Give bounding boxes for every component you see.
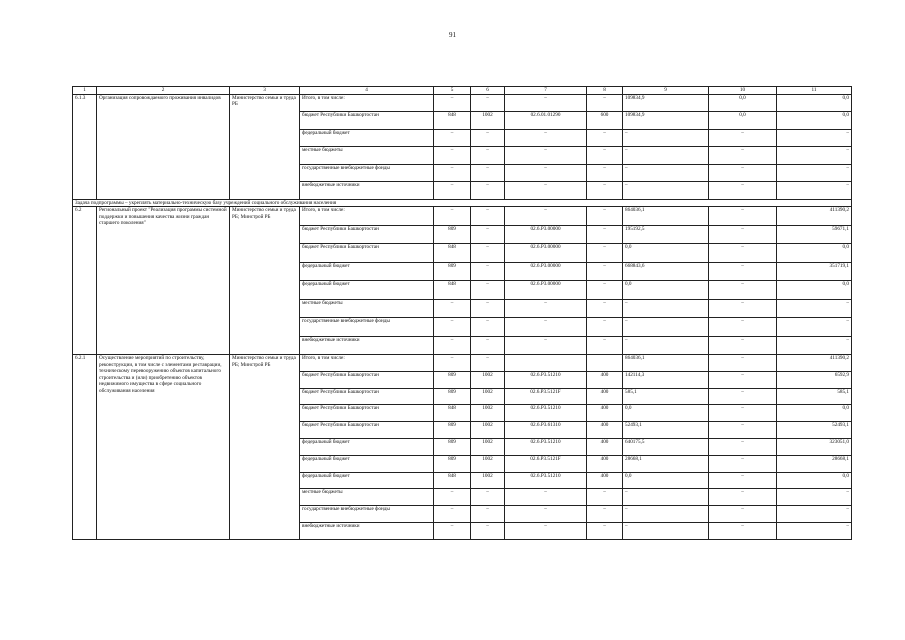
cell-c10: – bbox=[709, 371, 777, 388]
cell-c6: – bbox=[471, 318, 505, 337]
column-number: 8 bbox=[587, 87, 623, 95]
cell-c7: – bbox=[505, 318, 587, 337]
cell-c11: 59671,1 bbox=[777, 225, 852, 244]
cell-c8: – bbox=[587, 299, 623, 318]
cell-c7: – bbox=[505, 299, 587, 318]
funding-source: бюджет Республики Башкортостан bbox=[300, 225, 434, 244]
funding-source: бюджет Республики Башкортостан bbox=[300, 405, 434, 422]
column-number: 7 bbox=[505, 87, 587, 95]
cell-c5: – bbox=[434, 207, 471, 226]
funding-source: государственные внебюджетные фонды bbox=[300, 164, 434, 182]
cell-c10: – bbox=[709, 182, 777, 200]
cell-c9: 0,0 bbox=[623, 281, 709, 300]
funding-source: местные бюджеты bbox=[300, 299, 434, 318]
cell-c8: – bbox=[587, 94, 623, 112]
cell-c9: – bbox=[623, 299, 709, 318]
cell-c8: 400 bbox=[587, 455, 623, 472]
cell-c8: – bbox=[587, 522, 623, 539]
cell-c9: 0,0 bbox=[623, 472, 709, 489]
cell-c9: 864036,1 bbox=[623, 207, 709, 226]
cell-c11: 28668,1 bbox=[777, 455, 852, 472]
funding-source: бюджет Республики Башкортостан bbox=[300, 244, 434, 263]
cell-c7 bbox=[505, 355, 587, 372]
funding-source: федеральный бюджет bbox=[300, 281, 434, 300]
cell-c7: – bbox=[505, 147, 587, 165]
cell-c5: 848 bbox=[434, 472, 471, 489]
cell-c8: 400 bbox=[587, 371, 623, 388]
cell-c6: – bbox=[471, 164, 505, 182]
cell-c10: – bbox=[709, 164, 777, 182]
cell-c5: – bbox=[434, 355, 471, 372]
cell-c6: – bbox=[471, 129, 505, 147]
cell-c7: – bbox=[505, 129, 587, 147]
cell-c10: – bbox=[709, 472, 777, 489]
cell-c10: – bbox=[709, 388, 777, 405]
cell-c10: – bbox=[709, 336, 777, 355]
funding-source: Итого, в том числе: bbox=[300, 94, 434, 112]
cell-c7: 02.6.P3.00000 bbox=[505, 225, 587, 244]
cell-c10: – bbox=[709, 438, 777, 455]
cell-c9: – bbox=[623, 522, 709, 539]
cell-c6: – bbox=[471, 225, 505, 244]
cell-c9: 28668,1 bbox=[623, 455, 709, 472]
cell-c11: – bbox=[777, 336, 852, 355]
cell-c10: – bbox=[709, 129, 777, 147]
cell-c6: 1002 bbox=[471, 438, 505, 455]
cell-c8: 400 bbox=[587, 405, 623, 422]
cell-c5: – bbox=[434, 336, 471, 355]
cell-c11: 351719,1 bbox=[777, 262, 852, 281]
cell-c7: 02.6.P3.61310 bbox=[505, 422, 587, 439]
cell-c11: 411390,2 bbox=[777, 207, 852, 226]
cell-c7: – bbox=[505, 94, 587, 112]
cell-c8: 400 bbox=[587, 422, 623, 439]
cell-c6: – bbox=[471, 489, 505, 506]
cell-c7: 02.6.P3.51210 bbox=[505, 371, 587, 388]
cell-c5: – bbox=[434, 147, 471, 165]
cell-c7: – bbox=[505, 506, 587, 523]
cell-c7: 02.6.P3.5121F bbox=[505, 455, 587, 472]
cell-c10: – bbox=[709, 244, 777, 263]
cell-c10: – bbox=[709, 489, 777, 506]
item-title: Осуществление мероприятий по строительству, реконструкции, в том числе с элементами реставрации, техническому перевооружению объектов капитального строительства и (или) приобретению объектов недвижимого имущества в сфере социального обслуживания населения bbox=[97, 355, 230, 540]
cell-c10: – bbox=[709, 225, 777, 244]
cell-c7: 02.6.P3.51210 bbox=[505, 472, 587, 489]
cell-c5: – bbox=[434, 489, 471, 506]
cell-c11: 0,0 bbox=[777, 405, 852, 422]
item-number: 6.1.3 bbox=[73, 94, 97, 199]
cell-c6: 1002 bbox=[471, 371, 505, 388]
cell-c10: 0,0 bbox=[709, 112, 777, 130]
cell-c5: 848 bbox=[434, 405, 471, 422]
funding-source: федеральный бюджет bbox=[300, 438, 434, 455]
cell-c6: – bbox=[471, 147, 505, 165]
cell-c10: – bbox=[709, 262, 777, 281]
cell-c8: – bbox=[587, 225, 623, 244]
column-number: 3 bbox=[230, 87, 300, 95]
cell-c6: – bbox=[471, 355, 505, 372]
cell-c5: – bbox=[434, 164, 471, 182]
cell-c5: – bbox=[434, 94, 471, 112]
column-number: 9 bbox=[623, 87, 709, 95]
cell-c6: – bbox=[471, 522, 505, 539]
cell-c6: 1002 bbox=[471, 422, 505, 439]
cell-c11: – bbox=[777, 182, 852, 200]
cell-c6: – bbox=[471, 207, 505, 226]
cell-c9: – bbox=[623, 164, 709, 182]
funding-source: внебюджетные источники bbox=[300, 522, 434, 539]
cell-c9: – bbox=[623, 129, 709, 147]
cell-c11: 585,1 bbox=[777, 388, 852, 405]
cell-c8: – bbox=[587, 129, 623, 147]
cell-c7: 02.6.01.01290 bbox=[505, 112, 587, 130]
cell-c9: 142114,3 bbox=[623, 371, 709, 388]
cell-c11: 0,0 bbox=[777, 244, 852, 263]
cell-c5: 809 bbox=[434, 422, 471, 439]
column-number: 6 bbox=[471, 87, 505, 95]
cell-c9: 585,1 bbox=[623, 388, 709, 405]
cell-c7: – bbox=[505, 489, 587, 506]
cell-c6: 1002 bbox=[471, 388, 505, 405]
table-row bbox=[73, 355, 852, 372]
cell-c10: – bbox=[709, 455, 777, 472]
cell-c5: 809 bbox=[434, 455, 471, 472]
page-number: 91 bbox=[449, 31, 456, 39]
cell-c9: – bbox=[623, 318, 709, 337]
funding-source: внебюджетные источники bbox=[300, 336, 434, 355]
cell-c11: 0,0 bbox=[777, 281, 852, 300]
cell-c5: – bbox=[434, 129, 471, 147]
funding-source: федеральный бюджет bbox=[300, 129, 434, 147]
cell-c11: 6592,9 bbox=[777, 371, 852, 388]
cell-c10: – bbox=[709, 318, 777, 337]
funding-source: федеральный бюджет bbox=[300, 262, 434, 281]
cell-c6: 1002 bbox=[471, 455, 505, 472]
cell-c5: – bbox=[434, 506, 471, 523]
funding-source: местные бюджеты bbox=[300, 489, 434, 506]
cell-c5: 848 bbox=[434, 281, 471, 300]
funding-source: государственные внебюджетные фонды bbox=[300, 506, 434, 523]
table-row bbox=[73, 207, 852, 226]
funding-source: бюджет Республики Башкортостан bbox=[300, 371, 434, 388]
cell-c8: 600 bbox=[587, 112, 623, 130]
cell-c9: – bbox=[623, 336, 709, 355]
cell-c9: 52493,1 bbox=[623, 422, 709, 439]
cell-c6: – bbox=[471, 506, 505, 523]
cell-c9: – bbox=[623, 182, 709, 200]
cell-c6: – bbox=[471, 281, 505, 300]
cell-c11: 0,0 bbox=[777, 112, 852, 130]
cell-c5: – bbox=[434, 182, 471, 200]
cell-c9: 668843,6 bbox=[623, 262, 709, 281]
column-number: 1 bbox=[73, 87, 97, 95]
cell-c5: – bbox=[434, 522, 471, 539]
cell-c10: 0,0 bbox=[709, 94, 777, 112]
funding-source: Итого, в том числе: bbox=[300, 207, 434, 226]
cell-c9: 195192,5 bbox=[623, 225, 709, 244]
cell-c5: 809 bbox=[434, 438, 471, 455]
cell-c10: – bbox=[709, 422, 777, 439]
cell-c7: 02.6.P3.5121F bbox=[505, 388, 587, 405]
cell-c7: – bbox=[505, 182, 587, 200]
responsible-executor: Министерство семьи и труда РБ bbox=[230, 94, 300, 199]
cell-c7: – bbox=[505, 164, 587, 182]
cell-c10: – bbox=[709, 207, 777, 226]
item-title: Организация сопровождаемого проживания инвалидов bbox=[97, 94, 230, 199]
cell-c7: 02.6.P3.00000 bbox=[505, 244, 587, 263]
cell-c11: – bbox=[777, 299, 852, 318]
cell-c11: – bbox=[777, 318, 852, 337]
cell-c6: – bbox=[471, 244, 505, 263]
cell-c8 bbox=[587, 355, 623, 372]
cell-c10: – bbox=[709, 506, 777, 523]
cell-c11: – bbox=[777, 147, 852, 165]
cell-c9: – bbox=[623, 147, 709, 165]
funding-source: Итого, в том числе: bbox=[300, 355, 434, 372]
cell-c8: – bbox=[587, 244, 623, 263]
cell-c11: 52493,1 bbox=[777, 422, 852, 439]
cell-c11: – bbox=[777, 164, 852, 182]
cell-c6: 1002 bbox=[471, 472, 505, 489]
cell-c6: – bbox=[471, 262, 505, 281]
item-number: 6.2 bbox=[73, 207, 97, 355]
cell-c10: – bbox=[709, 147, 777, 165]
cell-c10: – bbox=[709, 522, 777, 539]
responsible-executor: Министерство семьи и труда РБ; Минстрой РБ bbox=[230, 207, 300, 355]
cell-c10: – bbox=[709, 405, 777, 422]
item-number: 6.2.1 bbox=[73, 355, 97, 540]
cell-c8: – bbox=[587, 336, 623, 355]
funding-source: местные бюджеты bbox=[300, 147, 434, 165]
cell-c9: – bbox=[623, 506, 709, 523]
cell-c8: – bbox=[587, 318, 623, 337]
cell-c8: – bbox=[587, 147, 623, 165]
cell-c9: 0,0 bbox=[623, 244, 709, 263]
funding-source: федеральный бюджет bbox=[300, 472, 434, 489]
cell-c11: – bbox=[777, 506, 852, 523]
cell-c6: 1002 bbox=[471, 112, 505, 130]
cell-c9: – bbox=[623, 489, 709, 506]
cell-c8: – bbox=[587, 506, 623, 523]
cell-c5: 809 bbox=[434, 225, 471, 244]
cell-c7: – bbox=[505, 522, 587, 539]
cell-c11: 411390,2 bbox=[777, 355, 852, 372]
cell-c6: – bbox=[471, 336, 505, 355]
cell-c8: – bbox=[587, 182, 623, 200]
column-number-row bbox=[73, 87, 852, 95]
funding-source: внебюджетные источники bbox=[300, 182, 434, 200]
cell-c8: – bbox=[587, 207, 623, 226]
cell-c5: 848 bbox=[434, 244, 471, 263]
cell-c11: 323051,0 bbox=[777, 438, 852, 455]
cell-c11: – bbox=[777, 489, 852, 506]
cell-c5: 809 bbox=[434, 371, 471, 388]
cell-c7: 02.6.P3.00000 bbox=[505, 262, 587, 281]
cell-c5: 809 bbox=[434, 388, 471, 405]
cell-c6: 1002 bbox=[471, 405, 505, 422]
cell-c8: 400 bbox=[587, 472, 623, 489]
cell-c9: 109834,9 bbox=[623, 94, 709, 112]
funding-source: бюджет Республики Башкортостан bbox=[300, 112, 434, 130]
cell-c9: 0,0 bbox=[623, 405, 709, 422]
budget-table bbox=[72, 86, 852, 540]
cell-c11: – bbox=[777, 129, 852, 147]
cell-c11: – bbox=[777, 522, 852, 539]
table-row bbox=[73, 94, 852, 112]
column-number: 5 bbox=[434, 87, 471, 95]
cell-c5: 848 bbox=[434, 112, 471, 130]
item-title: Региональный проект "Реализация программы системной поддержки и повышения качества жизни граждан старшего поколения" bbox=[97, 207, 230, 355]
cell-c9: 640175,5 bbox=[623, 438, 709, 455]
cell-c8: 400 bbox=[587, 438, 623, 455]
cell-c8: – bbox=[587, 164, 623, 182]
cell-c5: – bbox=[434, 318, 471, 337]
responsible-executor: Министерство семьи и труда РБ; Минстрой РБ bbox=[230, 355, 300, 540]
funding-source: государственные внебюджетные фонды bbox=[300, 318, 434, 337]
funding-source: федеральный бюджет bbox=[300, 455, 434, 472]
cell-c6: – bbox=[471, 94, 505, 112]
cell-c9: 864036,1 bbox=[623, 355, 709, 372]
cell-c8: – bbox=[587, 489, 623, 506]
cell-c7: 02.6.P3.51210 bbox=[505, 405, 587, 422]
cell-c11: 0,0 bbox=[777, 472, 852, 489]
cell-c10: – bbox=[709, 355, 777, 372]
cell-c7: – bbox=[505, 207, 587, 226]
cell-c8: – bbox=[587, 281, 623, 300]
cell-c8: 400 bbox=[587, 388, 623, 405]
cell-c6: – bbox=[471, 299, 505, 318]
cell-c5: 809 bbox=[434, 262, 471, 281]
funding-source: бюджет Республики Башкортостан bbox=[300, 422, 434, 439]
cell-c8: – bbox=[587, 262, 623, 281]
cell-c10: – bbox=[709, 281, 777, 300]
column-number: 2 bbox=[97, 87, 230, 95]
section-task: Задача подпрограммы – укреплять материально-техническую базу учреждений социального обслуживания населения bbox=[73, 199, 852, 207]
cell-c7: – bbox=[505, 336, 587, 355]
column-number: 4 bbox=[300, 87, 434, 95]
funding-source: бюджет Республики Башкортостан bbox=[300, 388, 434, 405]
column-number: 11 bbox=[777, 87, 852, 95]
cell-c6: – bbox=[471, 182, 505, 200]
cell-c7: 02.6.P3.51210 bbox=[505, 438, 587, 455]
column-number: 10 bbox=[709, 87, 777, 95]
cell-c10: – bbox=[709, 299, 777, 318]
cell-c11: 0,0 bbox=[777, 94, 852, 112]
section-row bbox=[73, 199, 852, 207]
cell-c7: 02.6.P3.00000 bbox=[505, 281, 587, 300]
cell-c5: – bbox=[434, 299, 471, 318]
cell-c9: 109834,9 bbox=[623, 112, 709, 130]
